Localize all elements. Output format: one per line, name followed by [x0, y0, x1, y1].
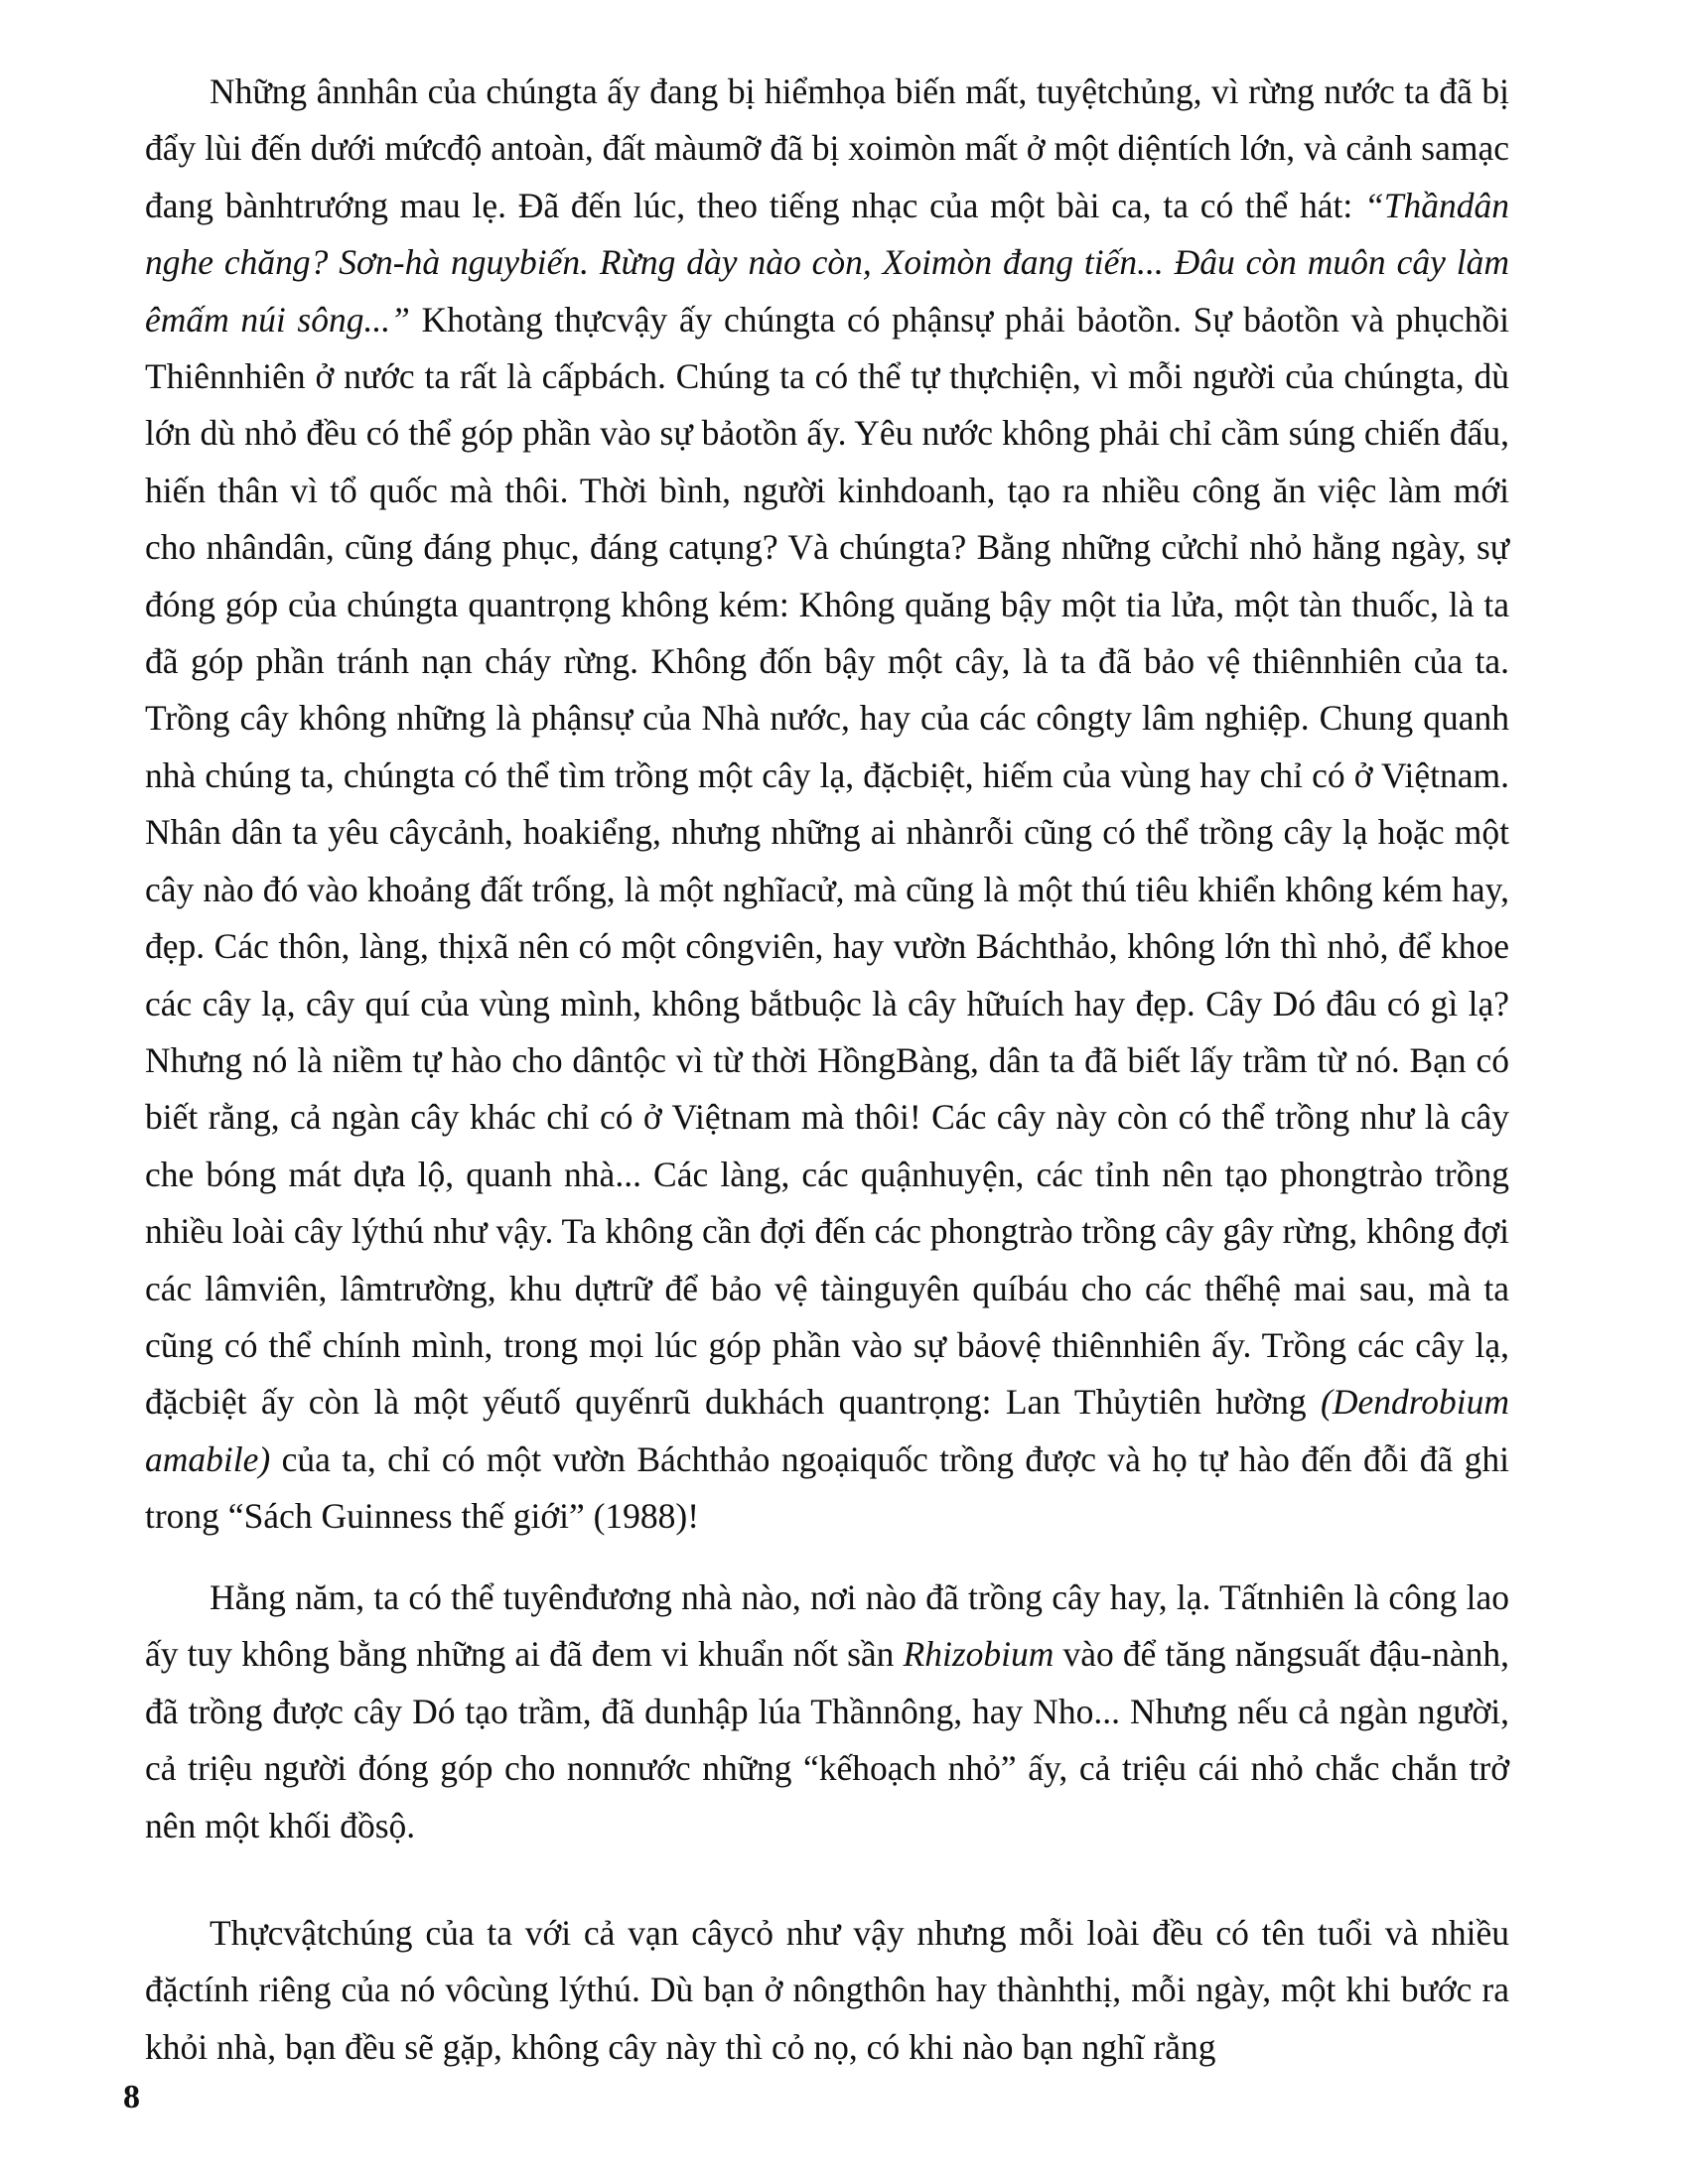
paragraph-3-run-1: Thựcvậtchúng của ta với cả vạn câycỏ như vậy nhưng mỗi loài đều có tên tuổi và nhiều đặctính riêng của nó vôcùng lýthú. Dù bạn ở nôngthôn hay thànhthị, mỗi ngày, một khi bước ra khỏi nhà, bạn đều sẽ gặp, không cây này thì cỏ nọ, có khi nào bạn nghĩ rằng	[145, 1913, 1509, 2067]
paragraph-2-run-2: vào để tăng năngsuất đậu-nành, đã trồng được cây Dó tạo trầm, đã dunhập lúa Thầnnông, hay Nho... Nhưng nếu cả ngàn người, cả triệu người đóng góp cho nonnước những “kếhoạch nhỏ” ấy, cả triệu cái nhỏ chắc chắn trở nên một khối đồsộ.	[145, 1634, 1509, 1845]
paragraph-1-run-2: Khotàng thựcvậy ấy chúngta có phậnsự phải bảotồn. Sự bảotồn và phụchồi Thiênnhiên ở nước ta rất là cấpbách. Chúng ta có thể tự thựchiện, vì mỗi người của chúngta, dù lớn dù nhỏ đều có thể góp phần vào sự bảotồn ấy. Yêu nước không phải chỉ cầm súng chiến đấu, hiến thân vì tổ quốc mà thôi. Thời bình, người kinhdoanh, tạo ra nhiều công ăn việc làm mới cho nhândân, cũng đáng phục, đáng catụng? Và chúngta? Bằng những cửchỉ nhỏ hằng ngày, sự đóng góp của chúngta quantrọng không kém: Không quăng bậy một tia lửa, một tàn thuốc, là ta đã góp phần tránh nạn cháy rừng. Không đốn bậy một cây, là ta đã bảo vệ thiênnhiên của ta. Trồng cây không những là phậnsự của Nhà nước, hay của các côngty lâm nghiệp. Chung quanh nhà chúng ta, chúngta có thể tìm trồng một cây lạ, đặcbiệt, hiếm của vùng hay chỉ có ở Việtnam. Nhân dân ta yêu câycảnh, hoakiểng, nhưng những ai nhànrỗi cũng có thể trồng cây lạ hoặc một cây nào đó vào khoảng đất trống, là một nghĩacử, mà cũng là một thú tiêu khiển không kém hay, đẹp. Các thôn, làng, thịxã nên có một côngviên, hay vườn Báchthảo, không lớn thì nhỏ, để khoe các cây lạ, cây quí của vùng mình, không bắtbuộc là cây hữuích hay đẹp. Cây Dó đâu có gì lạ? Nhưng nó là niềm tự hào cho dântộc vì từ thời HồngBàng, dân ta đã biết lấy trầm từ nó. Bạn có biết rằng, cả ngàn cây khác chỉ có ở Việtnam mà thôi! Các cây này còn có thể trồng như là cây che bóng mát dựa lộ, quanh nhà... Các làng, các quậnhuyện, các tỉnh nên tạo phongtrào trồng nhiều loài cây lýthú như vậy. Ta không cần đợi đến các phongtrào trồng cây gây rừng, không đợi các lâmviên, lâmtrường, khu dựtrữ để bảo vệ tàinguyên quíbáu cho các thếhệ mai sau, mà ta cũng có thể chính mình, trong mọi lúc góp phần vào sự bảovệ thiênnhiên ấy. Trồng các cây lạ, đặcbiệt ấy còn là một yếutố quyếnrũ dukhách quantrọng: Lan Thủytiên hường	[145, 299, 1509, 1423]
paragraph-3	[145, 1905, 1509, 2076]
paragraph-1	[145, 64, 1509, 1546]
paragraph-2	[145, 1570, 1509, 1854]
paragraph-2-run-1: Hằng năm, ta có thể tuyênđương nhà nào, nơi nào đã trồng cây hay, lạ. Tấtnhiên là công lao ấy tuy không bằng những ai đã đem vi khuẩn nốt sần	[145, 1577, 1509, 1675]
paragraph-1-scientific-name: (Dendrobium amabile)	[145, 1382, 1509, 1479]
paragraph-1-run-1: Những ânnhân của chúngta ấy đang bị hiểmhọa biến mất, tuyệtchủng, vì rừng nước ta đã bị đẩy lùi đến dưới mứcđộ antoàn, đất màumỡ đã bị xoimòn mất ở một diệntích lớn, và cảnh samạc đang bànhtrướng mau lẹ. Đã đến lúc, theo tiếng nhạc của một bài ca, ta có thể hát:	[145, 71, 1509, 225]
paragraph-1-song-quote: “Thầndân nghe chăng? Sơn-hà nguybiến. Rừng dày nào còn, Xoimòn đang tiến... Đâu còn muôn cây làm êmấm núi sông...”	[145, 185, 1509, 340]
paragraph-2-scientific-name: Rhizobium	[903, 1634, 1055, 1675]
page-number: 8	[123, 2079, 140, 2116]
paragraph-1-run-3: của ta, chỉ có một vườn Báchthảo ngoạiquốc trồng được và họ tự hào đến đỗi đã ghi trong “Sách Guinness thế giới” (1988)!	[145, 1438, 1509, 1537]
